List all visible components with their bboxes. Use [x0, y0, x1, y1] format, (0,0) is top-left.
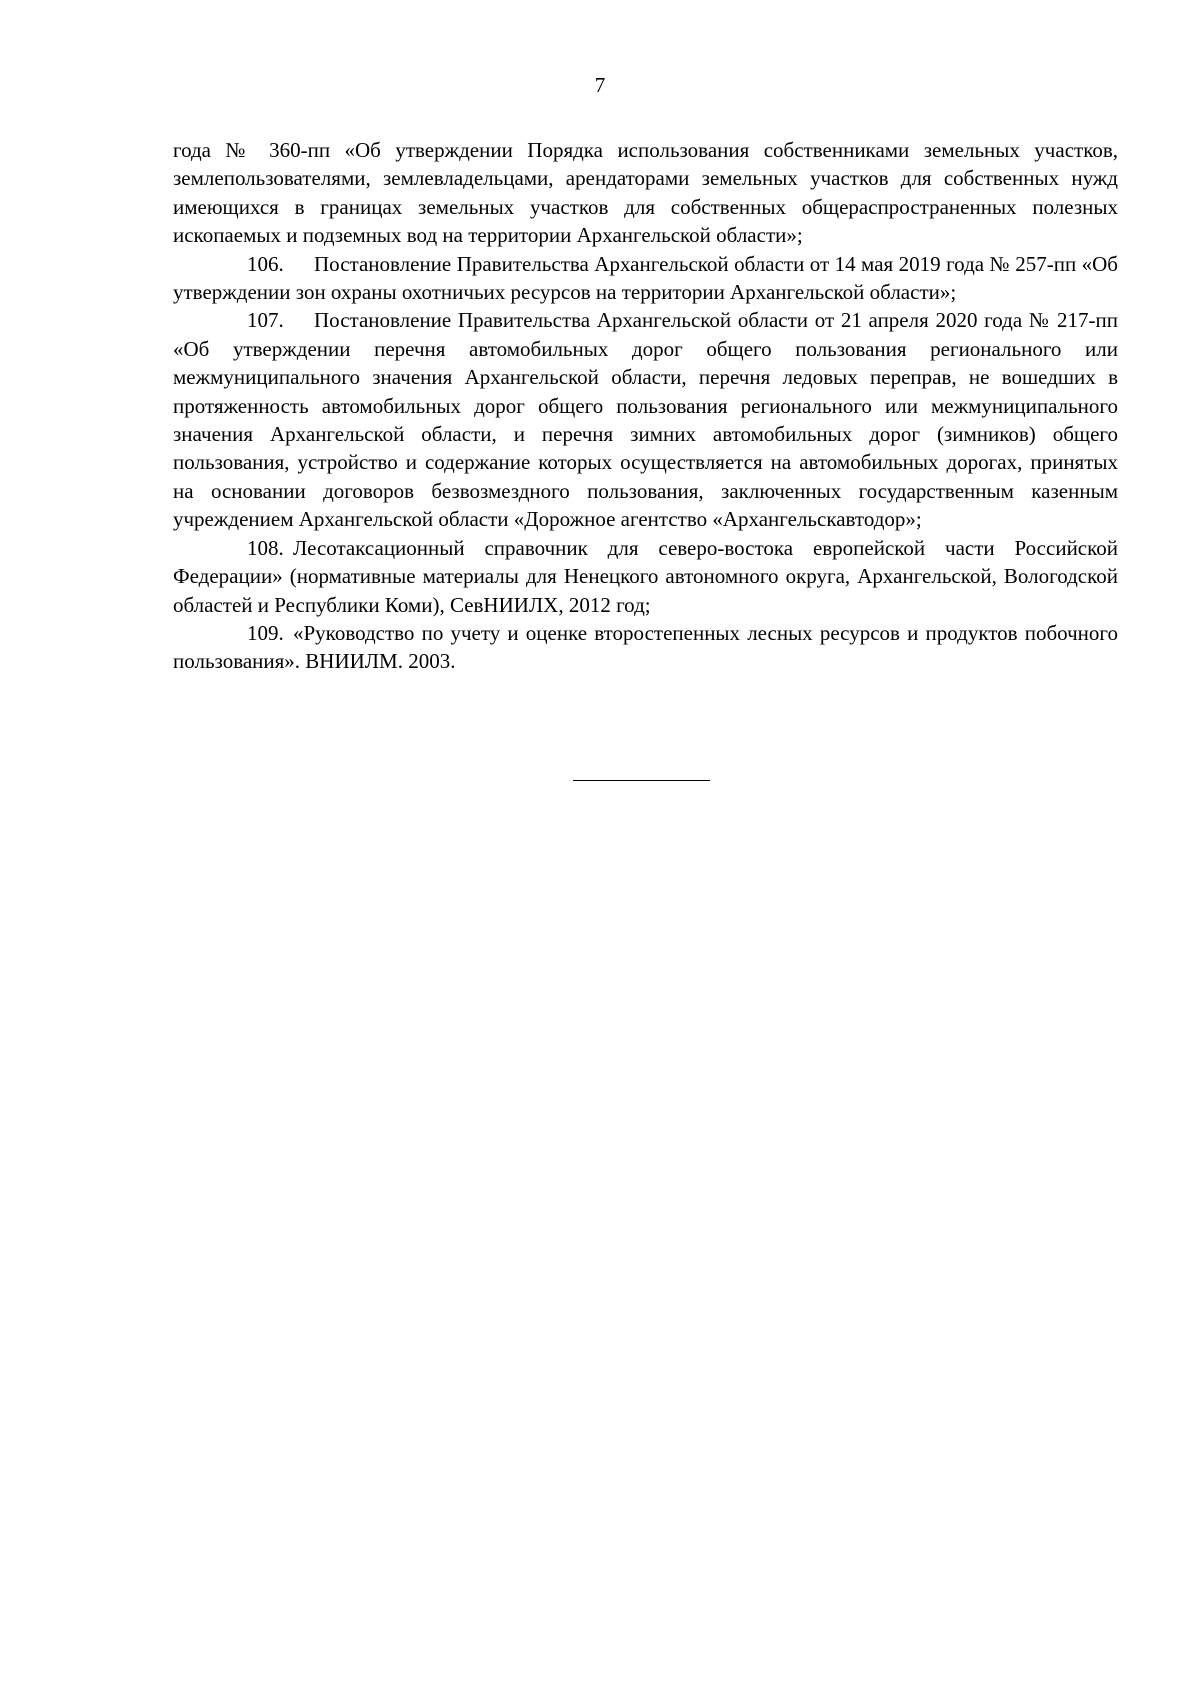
list-item-text: года № 360-пп «Об утверждении Порядка использования собственниками земельных участков, землепользователями, землевладельцами, арендаторами земельных участков для собственных нужд имеющихся в границах земельных участков для собственных общераспространенных полезных ископаемых и подземных вод на территории Архангельской области»; — [173, 138, 1118, 248]
list-item — [173, 306, 1118, 533]
end-separator-line — [573, 780, 710, 781]
document-body — [173, 136, 1118, 676]
list-item-text: «Руководство по учету и оценке второстепенных лесных ресурсов и продуктов побочного пользования». ВНИИЛМ. 2003. — [173, 620, 1118, 674]
list-item — [173, 619, 1118, 676]
list-item-text: Постановление Правительства Архангельской области от 21 апреля 2020 года № 217-пп «Об утверждении перечня автомобильных дорог общего пользования регионального или межмуниципального значения Архангельской области, перечня ледовых переправ, не вошедших в протяженность автомобильных дорог общего пользования регионального или межмуниципального значения Архангельской области, и перечня зимних автомобильных дорог (зимников) общего пользования, устройство и содержание которых осуществляется на автомобильных дорогах, принятых на основании договоров безвозмездного пользования, заключенных государственным казенным учреждением Архангельской области «Дорожное агентство «Архангельскавтодор»; — [173, 308, 1118, 532]
list-item-number: 106. — [247, 251, 284, 276]
page-number: 7 — [594, 73, 606, 97]
list-item — [173, 250, 1118, 307]
list-item-continuation — [173, 136, 1118, 250]
list-item — [173, 534, 1118, 619]
list-item-text: Постановление Правительства Архангельской области от 14 мая 2019 года № 257-пп «Об утверждении зон охраны охотничьих ресурсов на территории Архангельской области»; — [173, 251, 1118, 305]
list-item-number: 108. — [247, 535, 284, 560]
list-item-text: Лесотаксационный справочник для северо-востока европейской части Российской Федерации» (нормативные материалы для Ненецкого автономного округа, Архангельской, Вологодской областей и Республики Коми), СевНИИЛХ, 2012 год; — [173, 535, 1118, 617]
list-item-number: 109. — [247, 620, 284, 645]
list-item-number: 107. — [247, 308, 284, 333]
